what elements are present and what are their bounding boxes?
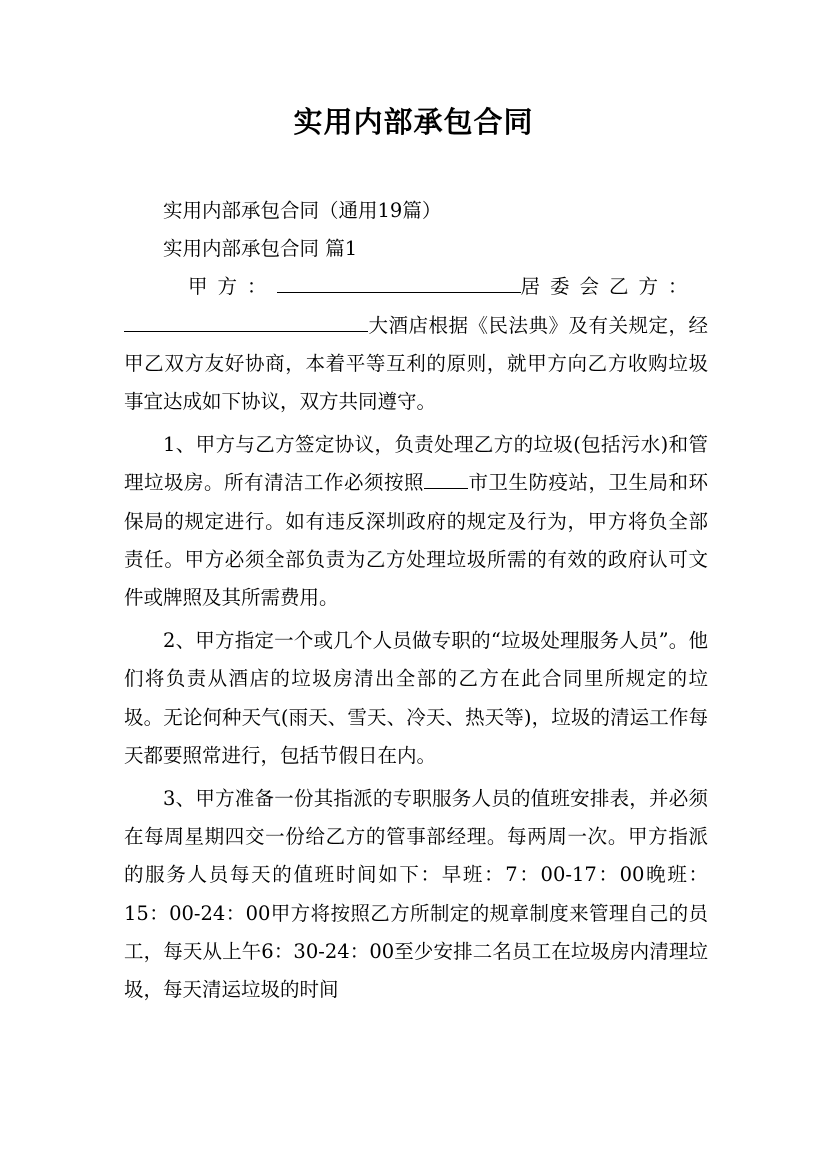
document-title: 实用内部承包合同 (293, 105, 534, 139)
party-b-blank (124, 309, 368, 331)
party-line (124, 268, 708, 306)
party-a-label: 甲方： (188, 275, 277, 299)
clause-3: 3、甲方准备一份其指派的专职服务人员的值班安排表，并必须在每周星期四交一份给乙方的管事部经理。每两周一次。甲方指派的服务人员每天的值班时间如下：早班：7：00-17：00晚班：15：00-24：00甲方将按照乙方所制定的规章制度来管理自己的员工，每天从上午6：30-24：00至少安排二名员工在垃圾房内清理垃圾，每天清运垃圾的时间 (124, 787, 708, 1002)
city-blank (424, 467, 468, 489)
clause-1 (124, 426, 708, 617)
intro-paragraph (124, 307, 708, 422)
clause-2: 2、甲方指定一个或几个人员做专职的“垃圾处理服务人员”。他们将负责从酒店的垃圾房清出全部的乙方在此合同里所规定的垃圾。无论何种天气(雨天、雪天、冷天、热天等)，垃圾的清运工作每天都要照常进行，包括节假日在内。 (124, 629, 708, 767)
clause-1-text-b: 市卫生防疫站，卫生局和环保局的规定进行。如有违反深圳政府的规定及行为，甲方将负全部责任。甲方必须全部负责为乙方处理垃圾所需的有效的政府认可文件或牌照及其所需费用。 (124, 471, 708, 610)
document-subtitle: 实用内部承包合同（通用19篇） (163, 199, 442, 222)
party-a-suffix: 居委会乙方： (520, 275, 698, 299)
document-body (124, 192, 708, 1009)
clause-1-text-a: 1、甲方与乙方签定协议，负责处理乙方的垃圾(包括污水)和管理垃圾房。所有清洁工作必须按照 (124, 433, 708, 495)
party-a-blank (277, 271, 521, 293)
intro-text: 大酒店根据《民法典》及有关规定，经甲乙双方友好协商，本着平等互利的原则，就甲方向乙方收购垃圾事宜达成如下协议，双方共同遵守。 (124, 313, 708, 414)
section-heading: 实用内部承包合同 篇1 (163, 237, 358, 261)
